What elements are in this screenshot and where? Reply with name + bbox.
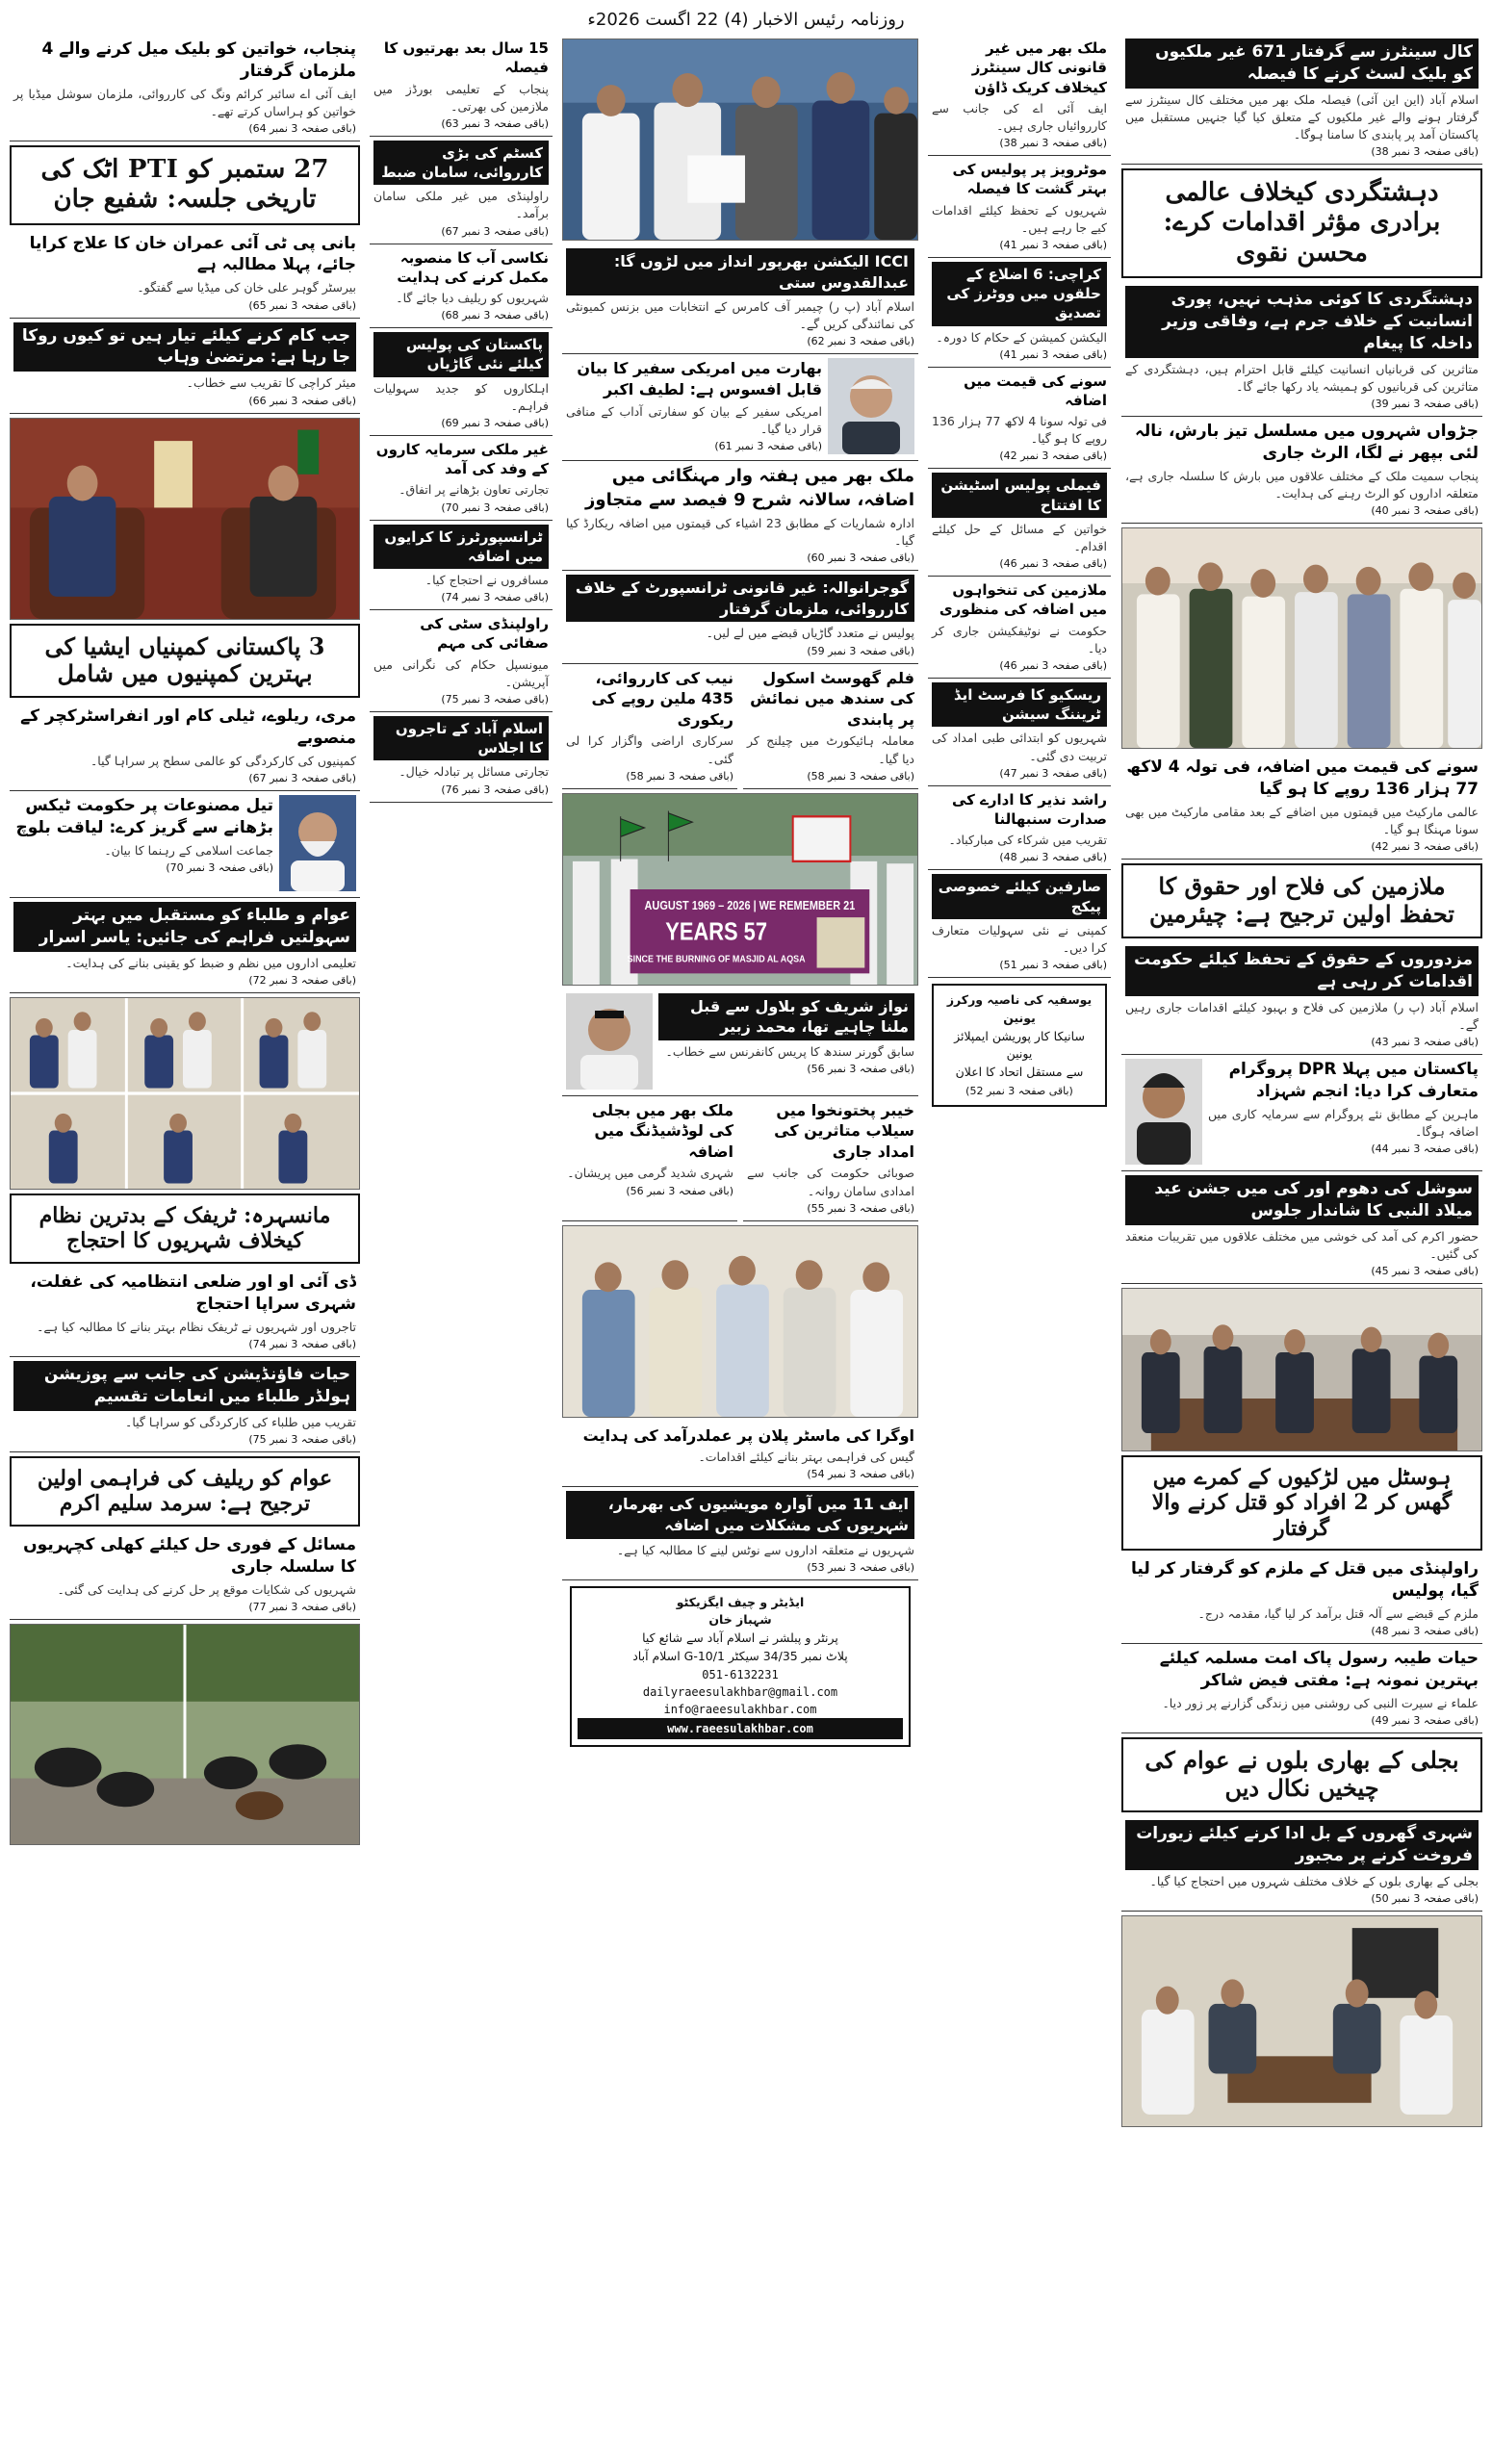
headline: ریسکیو کا فرسٹ ایڈ ٹریننگ سیشن (932, 682, 1107, 728)
continuation: (باقی صفحہ 3 نمبر 38) (999, 137, 1107, 149)
continuation: (باقی صفحہ 3 نمبر 76) (441, 783, 549, 796)
headline: صارفین کیلئے خصوصی پیکج (932, 874, 1107, 919)
continuation: (باقی صفحہ 3 نمبر 46) (999, 557, 1107, 571)
headline: حیات طیبہ رسول پاک امت مسلمہ کیلئے بہترین نمونہ ہے: مفتی فیض شاکر (1159, 1649, 1479, 1691)
headline: گوجرانوالہ: غیر قانونی ٹرانسپورٹ کے خلاف کارروائی، ملزمان گرفتار (566, 575, 914, 622)
speaker-meeting-image (11, 419, 359, 619)
story-body: راولپنڈی میں غیر ملکی سامان برآمد۔ (373, 189, 549, 221)
photo-caption (1122, 2126, 1481, 2127)
office-meeting-image (1122, 1916, 1481, 2126)
story-body: تقریب میں شرکاء کی مبارکباد۔ (948, 833, 1107, 848)
imprint-name: شہباز خان (708, 1612, 772, 1628)
headline: نواز شریف کو بلاول سے قبل ملنا چاہیے تھا، محمد زبیر (658, 993, 914, 1040)
headline: فیملی پولیس اسٹیشن کا افتتاح (932, 473, 1107, 518)
story-investors (370, 436, 553, 521)
story-body: تعلیمی اداروں میں نظم و ضبط کو یقینی بنانے کی ہدایت۔ (65, 955, 356, 970)
headline: موٹرویز پر پولیس کی بہتر گشت کا فیصلہ (952, 161, 1107, 198)
story-rescue (928, 679, 1111, 786)
continuation: (باقی صفحہ 3 نمبر 56) (626, 1184, 733, 1197)
chamber-ceremony-image (563, 39, 917, 240)
news-photo-speaker (10, 418, 360, 620)
story-recruitment (370, 35, 553, 137)
story-liaquat-baloch (10, 791, 360, 898)
story-loadshedding (562, 1096, 737, 1221)
headline: اوگرا کی ماسٹر پلان پر عملدرآمد کی ہدایت (582, 1425, 914, 1445)
headline: فلم گھوسٹ اسکول کی سندھ میں نمائش پر پابندی (750, 668, 914, 729)
portrait-photo (828, 358, 914, 454)
headline: پنجاب، خواتین کو بلیک میل کرنے والے 4 ملزمان گرفتار (41, 39, 356, 81)
continuation: (باقی صفحہ 3 نمبر 62) (807, 335, 914, 348)
continuation: (باقی صفحہ 3 نمبر 67) (248, 772, 356, 785)
story-ghost-school (743, 664, 918, 789)
story-imran-treatment (10, 229, 360, 319)
headline: مزدوروں کے حقوق کے تحفظ کیلئے حکومت اقدامات کر رہی ہے (1125, 946, 1479, 996)
story-body: پولیس نے متعدد گاڑیاں قبضے میں لے لیں۔ (706, 626, 914, 641)
story-crackdown (928, 35, 1111, 156)
headline: ملک بھر میں غیر قانونی کال سینٹرز کیخلاف کریک ڈاؤن (971, 39, 1107, 96)
story-electricity (1121, 1816, 1482, 1912)
continuation: (باقی صفحہ 3 نمبر 51) (999, 959, 1107, 971)
story-us-ambassador (562, 354, 918, 461)
headline: سوشل کی دھوم اور کی میں جشن عید میلاد النبی کا شاندار جلوس (1125, 1175, 1479, 1225)
story-body: ایف آئی اے کی جانب سے کارروائیاں جاری ہیں۔ (932, 100, 1107, 133)
story-gold-price (928, 368, 1111, 470)
imprint-box (570, 1586, 911, 1747)
story-body: امریکی سفیر کے بیان کو سفارتی آداب کے منافی قرار دیا گیا۔ (566, 403, 822, 436)
headline: کسٹم کی بڑی کارروائی، سامان ضبط (373, 141, 549, 186)
portrait-photo (566, 993, 653, 1090)
story-zubair (562, 989, 918, 1096)
email-link[interactable]: info@raeesulakhbar.com (663, 1702, 817, 1716)
story-body: ایف آئی اے سائبر کرائم ونگ کی کارروائی، ملزمان سوشل میڈیا پر خواتین کو ہراساں کرتے تھے۔ (13, 86, 356, 118)
news-photo-officials (562, 1225, 918, 1418)
story-body: تقریب میں طلباء کی کارکردگی کو سراہا گیا۔ (125, 1414, 356, 1429)
headline: غیر ملکی سرمایہ کاروں کے وفد کی آمد (375, 440, 549, 478)
continuation: (باقی صفحہ 3 نمبر 58) (626, 769, 733, 783)
story-body: فی تولہ سونا 4 لاکھ 77 ہزار 136 روپے کا ہو گیا۔ (932, 414, 1107, 447)
story-companies (10, 702, 360, 791)
continuation: (باقی صفحہ 3 نمبر 48) (1371, 1625, 1479, 1638)
masthead: روزنامہ رئیس الاخبار (4) 22 اگست 2026ء (587, 10, 905, 30)
continuation: (باقی صفحہ 3 نمبر 48) (999, 851, 1107, 864)
continuation: (باقی صفحہ 3 نمبر 45) (1371, 1264, 1479, 1277)
continuation: (باقی صفحہ 3 نمبر 77) (248, 1600, 356, 1613)
photo-caption (563, 240, 917, 241)
continuation: (باقی صفحہ 3 نمبر 50) (1371, 1891, 1479, 1905)
story-customs (370, 137, 553, 244)
headline: ٹرانسپورٹرز کا کرایوں میں اضافہ (373, 525, 549, 570)
story-seerat (1121, 1644, 1482, 1733)
continuation: (باقی صفحہ 3 نمبر 70) (441, 500, 549, 514)
banner-headline: ملازمین کی فلاح اور حقوق کا تحفظ اولین ترجیح ہے: چیئرمین (1121, 863, 1482, 938)
story-body: اسلام آباد (پ ر) ملازمین کی فلاح و بہبود کیلئے اقدامات جاری رہیں گے۔ (1125, 999, 1479, 1032)
story-stray-cattle (562, 1487, 918, 1579)
story-body: ماہرین کے مطابق نئے پروگرام سے سرمایہ کاری میں اضافہ ہوگا۔ (1208, 1106, 1479, 1139)
story-cleanliness (370, 610, 553, 712)
story-body: اہلکاروں کو جدید سہولیات فراہم۔ (373, 380, 549, 413)
story-body: متاثرین کی قربانیاں انسانیت کیلئے قابل احترام ہیں، دہشتگردی کے متاثرین کی قربانیوں کو ہمیشہ یاد رکھا جائے گا۔ (1125, 361, 1479, 394)
story-blackmail (10, 35, 360, 141)
continuation: (باقی صفحہ 3 نمبر 74) (248, 1337, 356, 1350)
headline: اسلام آباد کے تاجروں کا اجلاس (373, 716, 549, 761)
headline: ملک بھر میں ہفتہ وار مہنگائی میں اضافہ، سالانہ شرح 9 فیصد سے متجاوز (585, 466, 914, 510)
story-body: اسلام آباد (پ ر) چیمبر آف کامرس کے انتخابات میں بزنس کمیونٹی کی نمائندگی کریں گے۔ (566, 299, 914, 332)
story-workers (1121, 942, 1482, 1055)
continuation: (باقی صفحہ 3 نمبر 42) (1371, 840, 1479, 854)
continuation: (باقی صفحہ 3 نمبر 41) (999, 238, 1107, 251)
headline: پاکستان کی پولیس کیلئے نئی گاڑیاں (373, 332, 549, 377)
notice-line: یوسفیہ کی ناصیہ ورکرز یونین (946, 992, 1093, 1025)
headline: حیات فاؤنڈیشن کی جانب سے پوزیشن ہولڈر طلباء میں انعامات تقسیم (13, 1361, 356, 1411)
story-body: شہریوں کو ریلیف دیا جائے گا۔ (396, 291, 549, 305)
students-award-image (11, 998, 359, 1189)
email-link[interactable]: dailyraeesulakhbar@gmail.com (642, 1684, 838, 1699)
continuation: (باقی صفحہ 3 نمبر 54) (807, 1468, 914, 1481)
story-package (928, 870, 1111, 978)
story-body: میونسپل حکام کی نگرانی میں آپریشن۔ (373, 656, 549, 689)
photo-caption (1122, 1450, 1481, 1451)
headline: راولپنڈی سٹی کی صفائی کی مہم (420, 615, 549, 653)
story-body: سرکاری اراضی واگزار کرا لی گئی۔ (566, 733, 733, 766)
story-icci (562, 244, 918, 354)
continuation: (باقی صفحہ 3 نمبر 49) (1371, 1714, 1479, 1728)
continuation: (باقی صفحہ 3 نمبر 61) (714, 439, 822, 452)
story-transporters (370, 521, 553, 611)
story-family-police (928, 469, 1111, 577)
story-dpr (1121, 1055, 1482, 1171)
news-photo-group (1121, 527, 1482, 749)
story-body: بیرسٹر گوہر علی خان کی میڈیا سے گفتگو۔ (137, 280, 356, 295)
stray-cattle-image (11, 1625, 359, 1844)
continuation: (باقی صفحہ 3 نمبر 56) (807, 1062, 914, 1075)
headline: نکاسی آب کا منصوبہ مکمل کرنے کی ہدایت (397, 248, 549, 286)
continuation: (باقی صفحہ 3 نمبر 41) (999, 347, 1107, 361)
story-body: شہریوں نے متعلقہ اداروں سے نوٹس لینے کا مطالبہ کیا ہے۔ (616, 1542, 914, 1557)
story-body: پنجاب سمیت ملک کے مختلف علاقوں میں بارش کا سلسلہ جاری ہے، متعلقہ اداروں کو الرٹ رہنے کی ہدایت۔ (1125, 468, 1479, 500)
continuation: (باقی صفحہ 3 نمبر 66) (248, 394, 356, 407)
continuation: (باقی صفحہ 3 نمبر 42) (999, 449, 1107, 463)
banner-headline: مانسہرہ: ٹریفک کے بدترین نظام کیخلاف شہریوں کا احتجاج (10, 1194, 360, 1264)
story-gold (1121, 753, 1482, 860)
story-body: عالمی مارکیٹ میں قیمتوں میں اضافے کے بعد مقامی مارکیٹ میں بھی سونا مہنگا ہو گیا۔ (1125, 804, 1479, 836)
story-traffic-protest (10, 1268, 360, 1357)
continuation: (باقی صفحہ 3 نمبر 69) (441, 416, 549, 429)
headline: تیل مصنوعات پر حکومت ٹیکس بڑھانے سے گریز کرے: لیاقت بلوچ (15, 796, 273, 838)
story-rashid-nazir (928, 786, 1111, 871)
notice-line: سے مستقل اتحاد کا اعلان (955, 1065, 1084, 1079)
story-body: علماء نے سیرت النبی کی روشنی میں زندگی گزارنے پر زور دیا۔ (1162, 1696, 1479, 1711)
story-wahab (10, 319, 360, 414)
story-body: اسلام آباد (این این آئی) فیصلہ ملک بھر میں مختلف کال سینٹرز سے گرفتار ہونے والے غیر ملکیوں کے متعلق کیا گیا جنہیں مستقبل میں پاکستان آمد پر پابندی کا سامنا ہوگا۔ (1125, 91, 1479, 142)
headline: راشد نذیر کا ادارے کی صدارت سنبھالنا (951, 790, 1107, 828)
continuation: (باقی صفحہ 3 نمبر 58) (807, 769, 914, 783)
story-voters (928, 258, 1111, 368)
story-open-courts (10, 1530, 360, 1620)
story-body: جماعت اسلامی کے رہنما کا بیان۔ (104, 842, 273, 858)
headline: خیبر پختونخوا میں سیلاب متاثرین کی امداد جاری (774, 1100, 914, 1161)
story-yasir-asrar (10, 898, 360, 993)
story-police-vehicles (370, 328, 553, 436)
website-link[interactable]: www.raeesulakhbar.com (578, 1718, 903, 1739)
continuation: (باقی صفحہ 3 نمبر 38) (1371, 145, 1479, 159)
continuation: (باقی صفحہ 3 نمبر 39) (1371, 397, 1479, 410)
officials-group-image (563, 1226, 917, 1417)
story-body: تجارتی تعاون بڑھانے پر اتفاق۔ (399, 482, 549, 498)
headline: شہری گھروں کے بل ادا کرنے کیلئے زیورات فروخت کرنے پر مجبور (1125, 1820, 1479, 1870)
story-rain-alert (1121, 417, 1482, 524)
photo-caption (11, 1189, 359, 1190)
story-body: سابق گورنر سندھ کا پریس کانفرنس سے خطاب۔ (665, 1043, 914, 1059)
continuation: (باقی صفحہ 3 نمبر 40) (1371, 504, 1479, 517)
story-terrorism (1121, 282, 1482, 417)
continuation: (باقی صفحہ 3 نمبر 64) (248, 122, 356, 136)
continuation: (باقی صفحہ 3 نمبر 43) (1371, 1035, 1479, 1048)
news-photo-chamber (562, 38, 918, 241)
banner-headline: 3 پاکستانی کمپنیاں ایشیا کی بہترین کمپنیوں میں شامل (10, 624, 360, 699)
headline: مری، ریلوے، ٹیلی کام اور انفراسٹرکچر کے منصوبے (20, 706, 356, 749)
story-body: ملزم کے قبضے سے آلہ قتل برآمد کر لیا گیا، مقدمہ درج۔ (1197, 1606, 1479, 1622)
story-salaries (928, 577, 1111, 679)
story-body: صوبائی حکومت کی جانب سے امدادی سامان روانہ۔ (747, 1166, 914, 1198)
group-photo-image (1122, 528, 1481, 748)
continuation: (باقی صفحہ 3 نمبر 72) (248, 974, 356, 988)
story-body: پنجاب کے تعلیمی بورڈز میں ملازمین کی بھرتی۔ (373, 81, 549, 114)
continuation: (باقی صفحہ 3 نمبر 63) (441, 116, 549, 130)
column-3 (562, 35, 918, 2441)
story-body: معاملہ ہائیکورٹ میں چیلنج کر دیا گیا۔ (747, 733, 914, 766)
story-procession (1121, 1171, 1482, 1284)
continuation: (باقی صفحہ 3 نمبر 52) (965, 1084, 1073, 1097)
story-call-centers (1121, 35, 1482, 165)
story-motorway (928, 156, 1111, 258)
headline: مسائل کے فوری حل کیلئے کھلی کچہریوں کا سلسلہ جاری (23, 1534, 356, 1577)
banner-headline: عوام کو ریلیف کی فراہمی اولین ترجیح ہے: سرمد سلیم اکرم (10, 1456, 360, 1527)
imprint-title: ایڈیٹر و چیف ایگزیکٹو (676, 1594, 805, 1609)
news-photo-cattle (10, 1624, 360, 1845)
story-nab (562, 664, 737, 789)
headline: بھارت میں امریکی سفیر کا بیان قابل افسوس ہے: لطیف اکبر (577, 359, 822, 399)
two-stories-row (562, 664, 918, 789)
imprint-line: پلاٹ نمبر 34/35 سیکٹر G-10/1 اسلام آباد (632, 1648, 848, 1663)
headline: پاکستان میں پہلا DPR پروگرام متعارف کرا دیا: انجم شہزاد (1228, 1059, 1479, 1101)
police-meeting-image (1122, 1289, 1481, 1450)
story-traders (370, 712, 553, 803)
photo-caption (563, 985, 917, 986)
story-body: کمپنیوں کی کارکردگی کو عالمی سطح پر سراہا گیا۔ (90, 753, 356, 768)
story-body: شہریوں کی شکایات موقع پر حل کرنے کی ہدایت کی گئی۔ (57, 1581, 356, 1597)
continuation: (باقی صفحہ 3 نمبر 46) (999, 658, 1107, 672)
portrait-photo (1125, 1059, 1202, 1165)
two-stories-row (562, 1096, 918, 1221)
phone-number: 051-6132231 (702, 1667, 779, 1681)
protest-banner-years: 57 YEARS (665, 917, 768, 946)
story-flood-relief (743, 1096, 918, 1221)
story-drainage (370, 244, 553, 329)
banner-headline: دہشتگردی کیخلاف عالمی برادری مؤثر اقدامات کرے: محسن نقوی (1121, 168, 1482, 278)
story-gujranwala (562, 571, 918, 663)
continuation: (باقی صفحہ 3 نمبر 67) (441, 224, 549, 238)
story-body: حضور اکرم کی آمد کی خوشی میں مختلف علاقوں میں تقریبات منعقد کی گئیں۔ (1125, 1228, 1479, 1261)
story-body: تاجروں اور شہریوں نے ٹریفک نظام بہتر بنانے کا مطالبہ کیا ہے۔ (37, 1319, 356, 1334)
headline: 15 سال بعد بھرتیوں کا فیصلہ (383, 39, 549, 77)
news-photo-meeting (1121, 1915, 1482, 2127)
news-photo-police (1121, 1288, 1482, 1451)
protest-banner-line1: 21 AUGUST 1969 – 2026 | WE REMEMBER (644, 897, 856, 912)
column-2 (928, 35, 1111, 2441)
headline: سونے کی قیمت میں اضافہ، فی تولہ 4 لاکھ 77 ہزار 136 روپے کا ہو گیا (1126, 757, 1479, 799)
story-body: شہری شدید گرمی میں پریشان۔ (567, 1166, 733, 1181)
headline: ICCI الیکشن بھرپور انداز میں لڑوں گا: عبدالقدوس ستی (566, 248, 914, 295)
continuation: (باقی صفحہ 3 نمبر 47) (999, 766, 1107, 780)
news-photo-students (10, 997, 360, 1190)
column-5 (10, 35, 360, 2441)
story-murder-arrest (1121, 1554, 1482, 1644)
story-ogra (562, 1422, 918, 1488)
continuation: (باقی صفحہ 3 نمبر 68) (441, 309, 549, 322)
protest-banner-line2: SINCE THE BURNING OF MASJID AL AQSA (627, 953, 806, 965)
news-photo-protest (562, 793, 918, 986)
photo-caption (1122, 748, 1481, 749)
protest-rally-image (563, 794, 917, 985)
headline: ملک بھر میں بجلی کی لوڈشیڈنگ میں اضافہ (591, 1100, 733, 1161)
story-body: میئر کراچی کا تقریب سے خطاب۔ (186, 375, 356, 391)
story-body: شہریوں کو ابتدائی طبی امداد کی تربیت دی گئی۔ (932, 731, 1107, 763)
continuation: (باقی صفحہ 3 نمبر 44) (1371, 1142, 1479, 1155)
photo-caption (11, 619, 359, 620)
story-body: خواتین کے مسائل کے حل کیلئے اقدام۔ (932, 521, 1107, 553)
continuation: (باقی صفحہ 3 نمبر 53) (807, 1560, 914, 1574)
continuation: (باقی صفحہ 3 نمبر 74) (441, 591, 549, 604)
headline: ڈی آئی او اور ضلعی انتظامیہ کی غفلت، شہری سراپا احتجاج (30, 1271, 356, 1314)
continuation: (باقی صفحہ 3 نمبر 65) (248, 298, 356, 312)
headline: جڑواں شہروں میں مسلسل تیز بارش، نالہ لئی بپھر نے لگا، الرٹ جاری (1134, 421, 1479, 463)
banner-headline: 27 ستمبر کو PTI اٹک کی تاریخی جلسہ: شفیع جان (10, 145, 360, 224)
story-body: بجلی کے بھاری بلوں کے خلاف مختلف شہروں میں احتجاج کیا گیا۔ (1149, 1873, 1479, 1888)
headline: نیب کی کارروائی، 435 ملین روپے کی ریکوری (591, 668, 733, 729)
continuation: (باقی صفحہ 3 نمبر 60) (807, 552, 914, 565)
photo-caption (563, 1417, 917, 1418)
story-body: ادارہ شماریات کے مطابق 23 اشیاء کی قیمتوں میں اضافہ ریکارڈ کیا گیا۔ (566, 516, 914, 549)
continuation: (باقی صفحہ 3 نمبر 55) (807, 1201, 914, 1215)
column-4 (370, 35, 553, 2441)
headline: ملازمین کی تنخواہوں میں اضافہ کی منظوری (939, 581, 1107, 619)
story-body: گیس کی فراہمی بہتر بنانے کیلئے اقدامات۔ (698, 1450, 914, 1465)
notice-line: سانیکا کار پوریشن ایمپلائز یونین (954, 1028, 1085, 1062)
continuation: (باقی صفحہ 3 نمبر 75) (248, 1432, 356, 1446)
story-body: حکومت نے نوٹیفکیشن جاری کر دیا۔ (932, 623, 1107, 655)
headline: سونے کی قیمت میں اضافہ (964, 372, 1107, 409)
headline: ایف 11 میں آوارہ مویشیوں کی بھرمار، شہریوں کی مشکلات میں اضافہ (566, 1491, 914, 1538)
continuation: (باقی صفحہ 3 نمبر 75) (441, 692, 549, 706)
continuation: (باقی صفحہ 3 نمبر 70) (166, 861, 273, 875)
portrait-photo (279, 795, 356, 891)
story-body: شہریوں کے تحفظ کیلئے اقدامات کیے جا رہے ہیں۔ (932, 202, 1107, 235)
imprint-line: پرنٹر و پبلشر نے اسلام آباد سے شائع کیا (642, 1630, 838, 1646)
story-body: کمپنی نے نئی سہولیات متعارف کرا دیں۔ (932, 922, 1107, 955)
story-body: الیکشن کمیشن کے حکام کا دورہ۔ (936, 329, 1107, 345)
banner-headline: ہوسٹل میں لڑکیوں کے کمرے میں گھس کر 2 افراد کو قتل کرنے والا گرفتار (1121, 1455, 1482, 1551)
headline: راولپنڈی میں قتل کے ملزم کو گرفتار کر لیا گیا، پولیس (1131, 1559, 1479, 1602)
story-inflation (562, 461, 918, 571)
banner-headline: بجلی کے بھاری بلوں نے عوام کی چیخیں نکال دیں (1121, 1737, 1482, 1812)
photo-caption (11, 1844, 359, 1845)
headline: عوام و طلباء کو مستقبل میں بہتر سہولتیں فراہم کی جائیں: یاسر اسرار (13, 902, 356, 952)
column-1 (1121, 35, 1482, 2441)
story-body: مسافروں نے احتجاج کیا۔ (424, 573, 549, 587)
headline: بانی پی ٹی آئی عمران خان کا علاج کرایا جائے، پہلا مطالبہ ہے (29, 233, 356, 275)
union-notice (932, 984, 1107, 1107)
story-body: تجارتی مسائل پر تبادلہ خیال۔ (399, 764, 549, 780)
headline: کراچی: 6 اضلاع کے حلقوں میں ووٹرز کی تصدیق (932, 262, 1107, 326)
headline: دہشتگردی کا کوئی مذہب نہیں، پوری انسانیت کے خلاف جرم ہے، وفاقی وزیر داخلہ کا پیغام (1125, 286, 1479, 358)
story-hayat-foundation (10, 1357, 360, 1452)
continuation: (باقی صفحہ 3 نمبر 59) (807, 644, 914, 657)
headline: جب کام کرنے کیلئے تیار ہیں تو کیوں روکا جا رہا ہے: مرتضیٰ وہاب (13, 322, 356, 372)
headline: کال سینٹرز سے گرفتار 671 غیر ملکیوں کو بلیک لسٹ کرنے کا فیصلہ (1125, 38, 1479, 89)
